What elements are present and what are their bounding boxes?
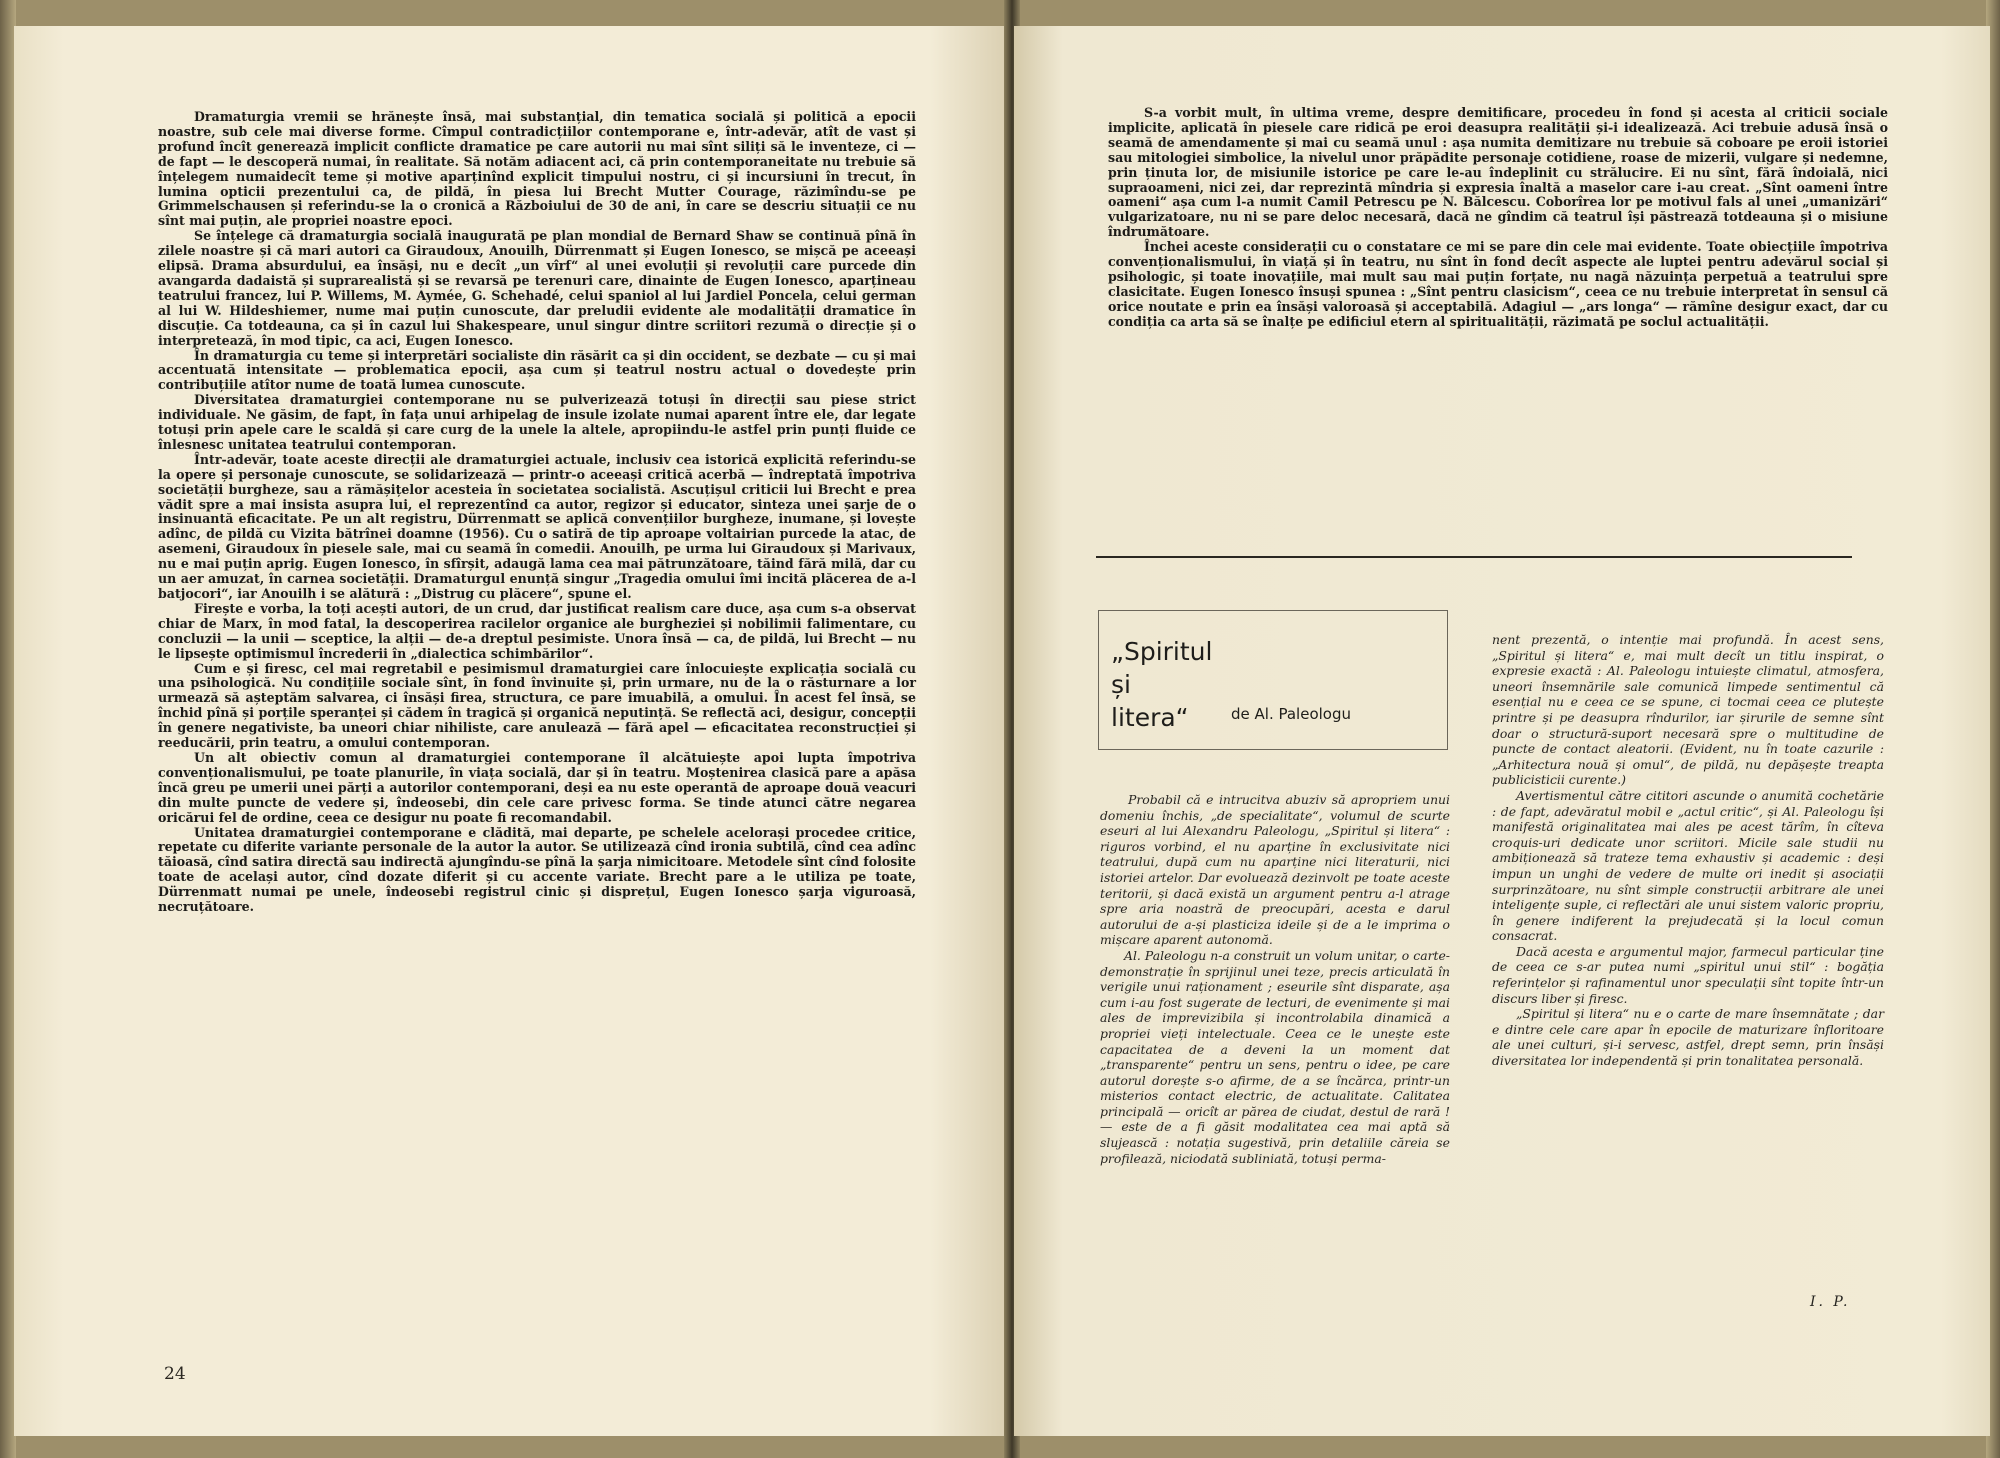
paragraph: Firește e vorba, la toți acești autori, de un crud, dar justificat realism care duce, așa cum s-a observat chiar de Marx, în mod fatal, la descoperirea racilelor organice ale burgheziei și nobilimii falimentare, cu concluzii — la unii — sceptice, la alții — de-a dreptul pesimiste. Unora însă — ca, de pildă, lui Brecht — nu le lipsește optimismul încrederii în „dialectica schimbărilor“. [158, 600, 916, 661]
left-page [14, 26, 1010, 1436]
right-page-body [1108, 106, 1888, 330]
left-page-body [158, 110, 916, 915]
paragraph: Unitatea dramaturgiei contemporane e clădită, mai departe, pe schelele acelorași procedee critice, repetate cu diferite variante personale de la autor la autor. Se utilizează cînd ironia subtilă, cînd cea adînc tăioasă, cînd satira directă sau indirectă ajungîndu-se pînă la șarja nimicitoare. Metodele sînt cînd folosite toate de același autor, cînd dozate diferit și cu accente variate. Brecht pare a le utiliza pe toate, Dürrenmatt numai pe unele, îndeosebi registrul cinic și disprețul, Eugen Ionesco șarja viguroasă, necruțătoare. [158, 824, 916, 915]
review-paragraph: Avertismentul către cititori ascunde o anumită cochetărie : de fapt, adevăratul mobil e „actul critic“, și Al. Paleologu își manifestă originalitatea mai ales pe acest tărîm, în cîteva croquis-uri dedicate unor scriitori. Micile sale studii nu ambiționează să trateze tema exhaustiv și academic : deși impun un unghi de vedere de multe ori inedit și asociații surprinzătoare, nu sînt simple construcții arbitrare ale unei inteligențe suple, ci reflectări ale unui sistem valoric propriu, în genere indiferent la prejudecată și la locul comun consacrat. [1492, 787, 1884, 944]
review-title: „Spiritul și litera“ [1111, 637, 1213, 732]
review-paragraph: Probabil că e intrucitva abuziv să apropriem unui domeniu închis, „de specialitate“, volumul de scurte eseuri al lui Alexandru Paleologu, „Spiritul și litera“ : riguros vorbind, el nu aparține în exclusivitate nici teatrului, după cum nu aparține nici literaturii, nici istoriei artelor. Dar evoluează dezinvolt pe toate aceste teritorii, și dacă există un argument pentru a-l atrage spre aria noastră de preocupări, acesta e darul autorului de a-și plasticiza ideile și de a le imprima o mișcare aparent autonomă. [1100, 792, 1450, 948]
review-paragraph: Dacă acesta e argumentul major, farmecul particular ține de ceea ce s-ar putea numi „spiritul unui stil“ : bogăția referințelor și rafinamentul unor speculații sînt topite într-un discurs liber și firesc. [1492, 943, 1884, 1006]
paragraph: Cum e și firesc, cel mai regretabil e pesimismul dramaturgiei care înlocuiește explicația socială cu una psihologică. Nu condițiile sociale sînt, în fond învinuite și, prin urmare, nu de la o răsturnare a lor urmează să așteptăm salvarea, ci însăși firea, structura, ce pare imuabilă, a omului. În acest fel însă, se închid pînă și porțile speranței și cădem în tragică și organică neputință. Se reflectă aci, desigur, concepții în genere negativiste, ba uneori chiar nihiliste, care anulează — fără apel — eficacitatea reconstrucției și reeducării, prin teatru, a omului contemporan. [158, 660, 916, 751]
paragraph: Se înțelege că dramaturgia socială inaugurată pe plan mondial de Bernard Shaw se continuă pînă în zilele noastre și că mari autori ca Giraudoux, Anouilh, Dürrenmatt și Eugen Ionesco, se mișcă pe aceeași elipsă. Drama absurdului, ea însăși, nu e decît „un vîrf“ al unei evoluții și revoluții care purcede din avangarda dadaistă și suprarealistă și se revarsă pe terenuri care, dinainte de Eugen Ionesco, aparțineau teatrului francez, lui P. Willems, M. Aymée, G. Schehadé, celui spaniol al lui Jardiel Poncela, celui german al lui W. Hildeshiemer, nume mai puțin cunoscute, dar preludii evidente ale modalității dramatice în discuție. Ca totdeauna, ca și în cazul lui Shakespeare, unul singur dintre scriitori rezumă o direcție și o interpretează, în mod tipic, ca aci, Eugen Ionesco. [158, 228, 916, 348]
paragraph: Închei aceste considerații cu o constatare ce mi se pare din cele mai evidente. Toate obiecțiile împotriva convenționalismului, în viață și în teatru, nu sînt în fond decît aspecte ale luptei pentru adevărul social și psihologic, și toate inovațiile, mai mult sau mai puțin forțate, nu nagă năzuința perpetuă a teatrului spre clasicitate. Eugen Ionesco însuși spunea : „Sînt pentru clasicism“, ceea ce nu trebuie interpretat în sensul că orice noutate e prin ea însăși valoroasă și acceptabilă. Adagiul — „ars longa“ — rămîne desigur exact, dar cu condiția ca arta să se înalțe pe edificiul etern al spiritualității, răzimată pe soclul actualității. [1108, 239, 1888, 329]
right-page [1014, 26, 1990, 1436]
review-column-left [1100, 792, 1450, 1166]
paragraph: În dramaturgia cu teme și interpretări socialiste din răsărit ca și din occident, se dezbate — cu și mai accentuată intensitate — problematica epocii, așa cum și teatrul nostru actual o dovedește prin contribuțiile atîtor nume de toată lumea cunoscute. [158, 347, 916, 393]
review-byline: de Al. Paleologu [1231, 705, 1351, 723]
paragraph: Un alt obiectiv comun al dramaturgiei contemporane îl alcătuiește apoi lupta împotriva convenționalismului, pe toate planurile, în viața socială, dar și în teatru. Moștenirea clasică pare a apăsa încă greu pe umerii unei părți a autorilor contemporani, deși ea nu este operantă de aproape două veacuri din multe puncte de vedere și, îndeosebi, din cele care privesc forma. Se tinde atunci către negarea oricărui fel de ordine, ceea ce desigur nu poate fi recomandabil. [158, 749, 916, 825]
paragraph: S-a vorbit mult, în ultima vreme, despre demitificare, procedeu în fond și acesta al criticii sociale implicite, aplicată în piesele care ridică pe eroi deasupra realității și-i idealizează. Aci trebuie adusă însă o seamă de amendamente și mai cu seamă unul : așa numita demitizare nu trebuie să coboare pe eroii istoriei sau mitologiei simbolice, la nivelul unor prăpădite personaje cotidiene, roase de mizerii, vulgare și nedemne, prin ținuta lor, de misiunile istorice pe care le-au îndeplinit cu strălucire. Ei nu sînt, fără îndoială, nici supraoameni, nici zei, dar reprezintă mîndria și expresia înaltă a maselor care i-au creat. „Sînt oameni între oameni“ așa cum l-a numit Camil Petrescu pe N. Bălcescu. Coborîrea lor pe motivul fals al unei „umanizări“ vulgarizatoare, nu ni se pare deloc necesară, dacă ne gîndim că teatrul își păstrează totdeauna și o misiune îndrumătoare. [1108, 105, 1888, 240]
review-paragraph: nent prezentă, o intenție mai profundă. În acest sens, „Spiritul și litera“ e, mai mult decît un titlu inspirat, o expresie exactă : Al. Paleologu intuiește climatul, atmosfera, uneori însemnările sale comunică limpede sentimentul că esențial nu e ceea ce se spune, ci tocmai ceea ce plutește printre și pe deasupra rîndurilor, iar șirurile de semne sînt doar o structură-suport necesară spre o multitudine de puncte de contact aleatorii. (Evident, nu în toate cazurile : „Arhitectura nouă și omul“, de pildă, nu depășește treapta publicisticii curente.) [1492, 632, 1884, 788]
paragraph: Într-adevăr, toate aceste direcții ale dramaturgiei actuale, inclusiv cea istorică explicită referindu-se la opere și personaje cunoscute, se solidarizează — printr-o aceeași critică acerbă — îndreptată împotriva societății burgheze, sau a rămășițelor acesteia în societatea socialistă. Ascuțișul criticii lui Brecht e prea vădit spre a mai insista asupra lui, el reprezentînd ca autor, regizor și educator, sinteza unei șarje de o insinuantă eficacitate. Pe un alt registru, Dürrenmatt se aplică convențiilor burgheze, inumane, și lovește adînc, de pildă cu Vizita bătrînei doamne (1956). Cu o satiră de tip aproape voltairian purcede la atac, de asemeni, Giraudoux în piesele sale, mai cu seamă în comedii. Anouilh, pe urma lui Giraudoux și Marivaux, nu e mai puțin aprig. Eugen Ionesco, în sfîrșit, adaugă lama cea mai pătrunzătoare, tăind fără milă, dar cu un aer amuzat, în carnea societății. Dramaturgul enunță singur „Tragedia omului îmi incită plăcerea de a-l batjocori“, iar Anouilh i se alătură : „Distrug cu plăcere“, spune el. [158, 451, 916, 601]
section-divider [1096, 556, 1852, 558]
review-title-box [1098, 610, 1448, 750]
review-column-right [1492, 632, 1884, 1069]
page-number: 24 [164, 1364, 186, 1384]
review-signature: I. P. [1810, 1294, 1851, 1310]
paragraph: Dramaturgia vremii se hrănește însă, mai substanțial, din tematica socială și politică a epocii noastre, sub cele mai diverse forme. Cîmpul contradicțiilor contemporane e, într-adevăr, atît de vast și profund încît generează implicit conflicte dramatice pe care autorii nu mai sînt siliți să le inventeze, ci — de fapt — le descoperă numai, în realitate. Să notăm adiacent aci, că prin contemporaneitate nu trebuie să înțelegem numaidecît teme și motive aparținînd explicit timpului nostru, ci și incursiuni în trecut, în lumina opticii prezentului ca, de pildă, în piesa lui Brecht Mutter Courage, răzimîndu-se pe Grimmelschausen și referindu-se la o cronică a Războiului de 30 de ani, în care se descriu situații ce nu sînt mai puțin, ale propriei noastre epoci. [158, 109, 916, 229]
paragraph: Diversitatea dramaturgiei contemporane nu se pulverizează totuși în direcții sau piese strict individuale. Ne găsim, de fapt, în fața unui arhipelag de insule izolate numai aparent între ele, dar legate totuși prin apele care le scaldă și care curg de la unele la altele, apropiindu-le astfel prin punți fluide ce înlesnesc unitatea teatrului contemporan. [158, 392, 916, 452]
review-paragraph: Al. Paleologu n-a construit un volum unitar, o carte-demonstrație în sprijinul unei teze, precis articulată în verigile unui raționament ; eseurile sînt disparate, așa cum i-au fost sugerate de lecturi, de evenimente și mai ales de imprevizibila și incontrolabila dinamică a propriei vieți intelectuale. Ceea ce le unește este capacitatea de a deveni la un moment dat „transparente“ pentru un sens, pentru o idee, pe care autorul dorește s-o afirme, de a se încărca, printr-un misterios contact electric, de actualitate. Calitatea principală — oricît ar părea de ciudat, destul de rară ! — este de a fi găsit modalitatea cea mai aptă să slujească : notația sugestivă, prin detaliile căreia se profilează, niciodată subliniată, totuși perma- [1100, 947, 1450, 1166]
review-paragraph: „Spiritul și litera“ nu e o carte de mare însemnătate ; dar e dintre cele care apar în epocile de maturizare înfloritoare ale unei culturi, și-i servesc, astfel, drept semn, prin însăși diversitatea lor independentă și prin tonalitatea personală. [1492, 1006, 1884, 1069]
